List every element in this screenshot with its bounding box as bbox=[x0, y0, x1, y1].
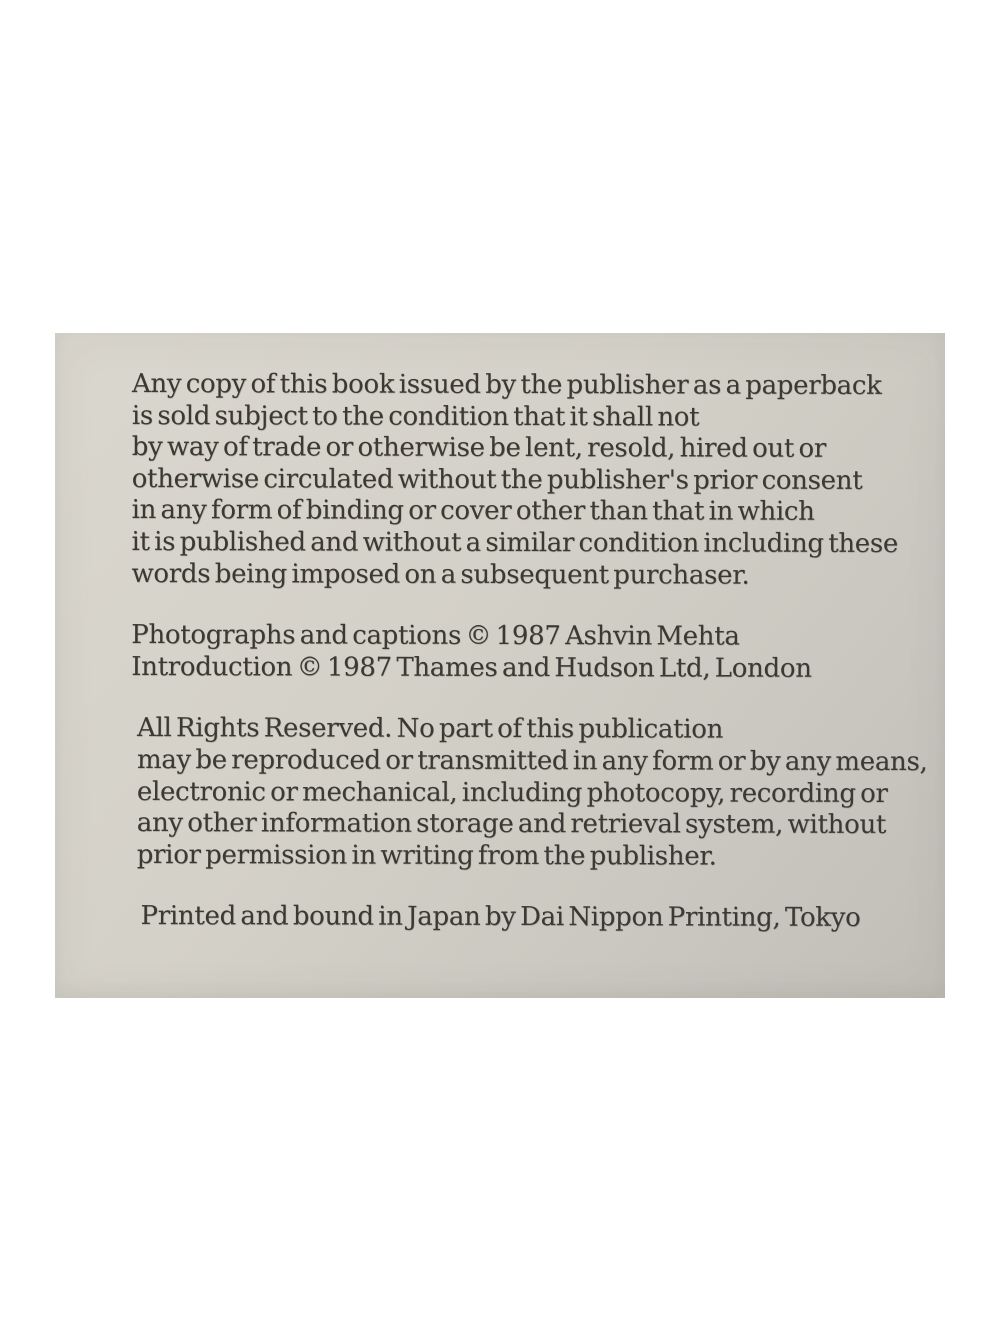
text-line: is sold subject to the condition that it shall not bbox=[131, 400, 700, 433]
text-line: by way of trade or otherwise be lent, resold, hired out or bbox=[131, 432, 827, 465]
text-line: any other information storage and retrieval system, without bbox=[136, 808, 887, 841]
text-line: in any form of binding or cover other than that in which bbox=[131, 495, 815, 528]
text-line: electronic or mechanical, including photocopy, recording or bbox=[136, 776, 888, 809]
copyright-notices-paragraph bbox=[131, 620, 921, 685]
text-line: Any copy of this book issued by the publisher as a paperback bbox=[131, 369, 882, 401]
printing-info-paragraph bbox=[141, 901, 921, 935]
text-line: Photographs and captions © 1987 Ashvin Mehta bbox=[131, 620, 740, 652]
book-copyright-page bbox=[55, 333, 945, 998]
text-line: otherwise circulated without the publisher's prior consent bbox=[131, 463, 863, 496]
text-line: All Rights Reserved. No part of this publication bbox=[137, 713, 724, 745]
text-line: Printed and bound in Japan by Dai Nippon Printing, Tokyo bbox=[140, 901, 861, 934]
text-line: it is published and without a similar condition including these bbox=[131, 526, 899, 559]
text-line: may be reproduced or transmitted in any form or by any means, bbox=[136, 744, 928, 778]
all-rights-reserved-paragraph bbox=[136, 713, 928, 873]
text-line: Introduction © 1987 Thames and Hudson Ltd, London bbox=[131, 651, 812, 684]
paperback-condition-paragraph bbox=[131, 369, 922, 592]
text-line: prior permission in writing from the publisher. bbox=[136, 839, 717, 872]
copyright-text-block bbox=[131, 369, 928, 935]
text-line: words being imposed on a subsequent purchaser. bbox=[131, 558, 750, 591]
